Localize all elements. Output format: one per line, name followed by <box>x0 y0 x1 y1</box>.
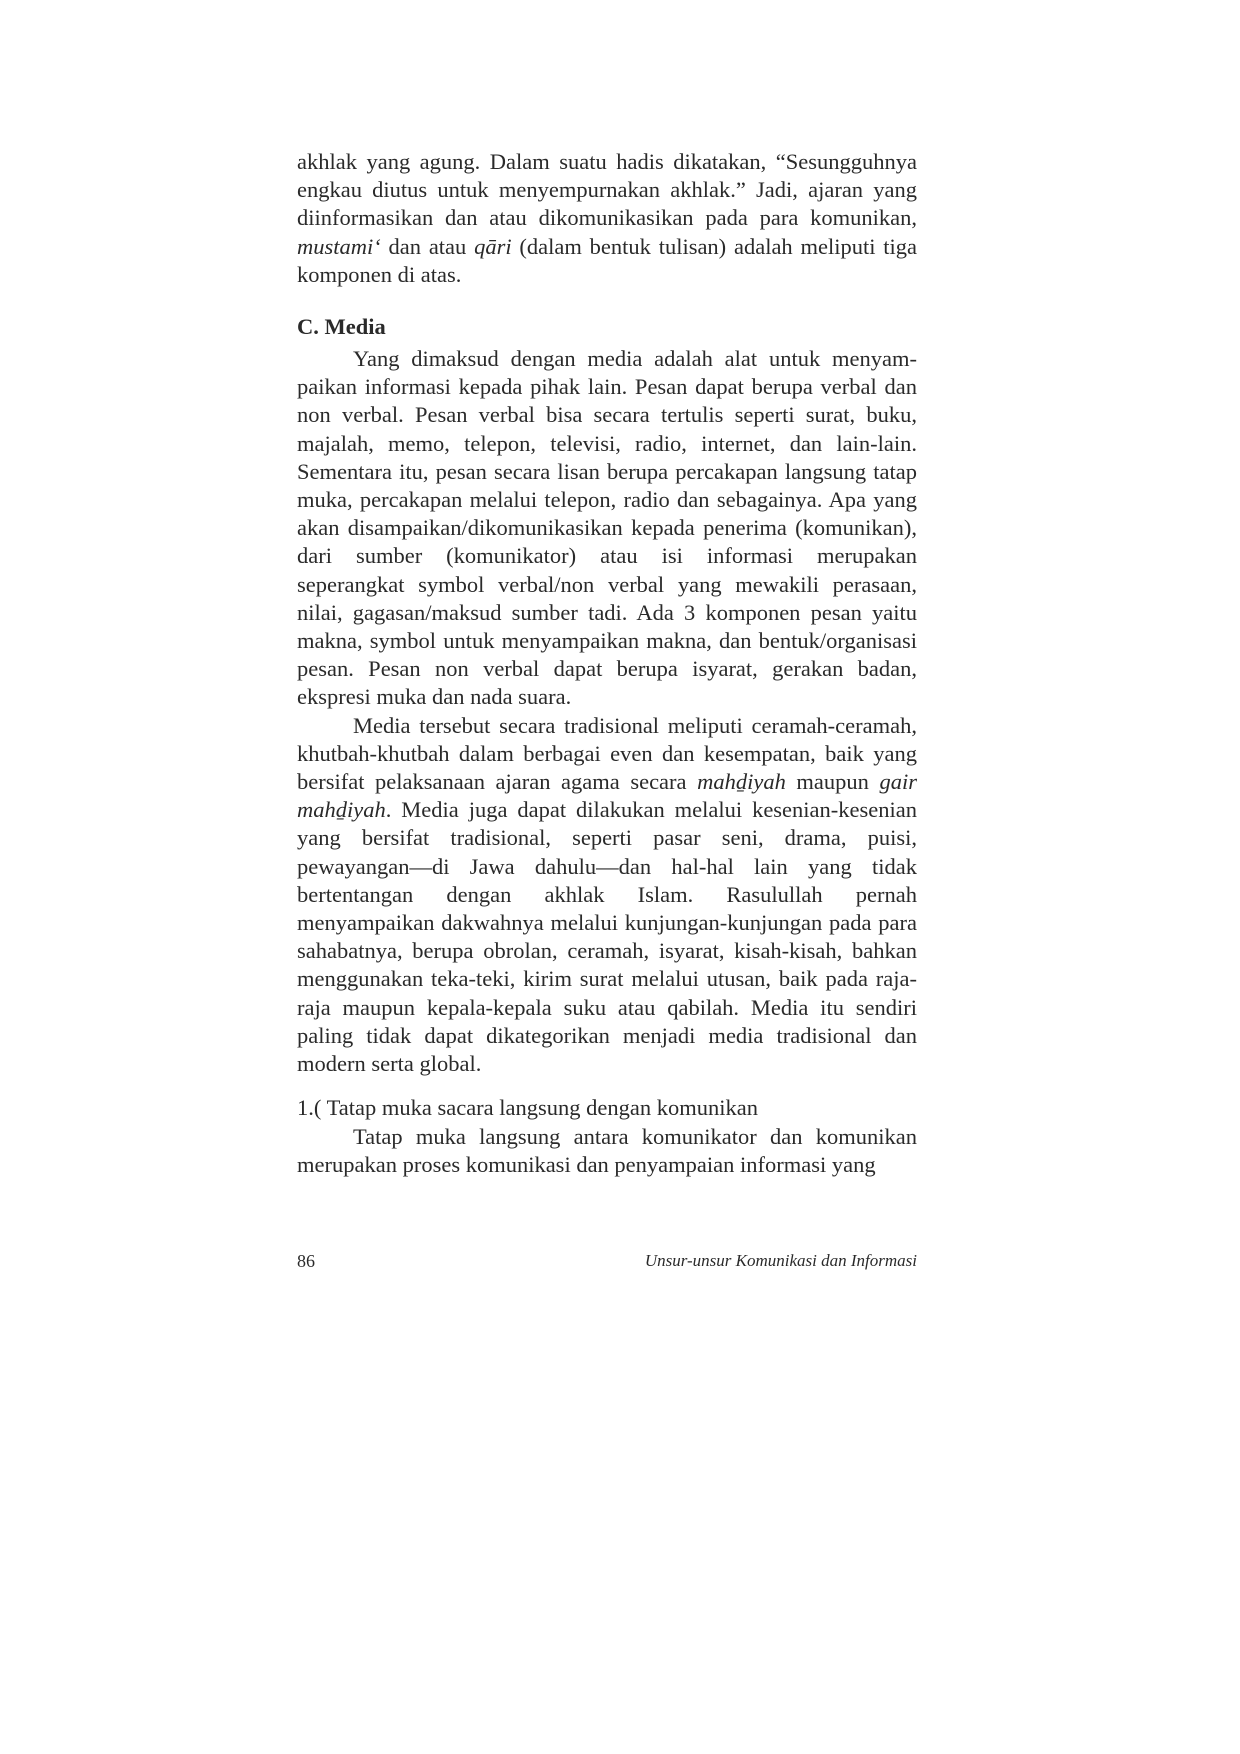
term-mustami: mustami‘ <box>297 233 381 259</box>
paragraph-traditional-text-2: maupun <box>785 769 880 795</box>
paragraph-intro-text-3: (dalam bentuk tulisan) adalah meliputi tiga komponen di atas. <box>297 233 917 287</box>
paragraph-traditional-text-3: . Media juga dapat dilakukan melalui kesenian-kesenian yang bersifat tradisional, seperti pasar seni, drama, puisi, pewayangan—di Jawa dahulu—dan hal-hal lain yang tidak bertentangan dengan akhlak Islam. Rasulullah pernah menyampaikan dakwahnya melalui kunjungan-kunjungan pada para sahabatnya, berupa obrolan, ceramah, isyarat, kisah-kisah, bahkan menggunakan teka-teki, kirim surat melalui utusan, baik pada raja-raja maupun kepala-kepala suku atau qabilah. Media itu sendiri paling tidak dapat dikategorikan menjadi media tradisional dan modern serta global. <box>297 797 917 1077</box>
subsection-heading-tatap-muka: 1.( Tatap muka sacara langsung dengan komunikan <box>297 1095 758 1121</box>
paragraph-intro-text-2: dan atau <box>380 233 475 259</box>
term-mahdiyah: mahḏiyah <box>697 769 786 795</box>
term-qari: qāri <box>474 233 512 259</box>
paragraph-media-definition: Yang dimaksud dengan media adalah alat untuk menyampaikan informasi kepada pihak lain. Pesan dapat berupa verbal dan non verbal. Pesan verbal bisa secara tertulis seperti surat, buku, majalah, memo, telepon, televisi, radio, internet, dan lain-lain. Sementara itu, pesan secara lisan berupa percakapan langsung tatap muka, percakapan melalui telepon, radio dan sebagainya. Apa yang akan disampaikan/dikomunikasikan kepada penerima (komunikan), dari sumber (komunikator) atau isi informasi merupakan seperangkat symbol verbal/non verbal yang mewakili perasaan, nilai, gagasan/maksud sumber tadi. Ada 3 komponen pesan yaitu makna, symbol untuk menyampaikan makna, dan bentuk/organisasi pesan. Pesan non verbal dapat berupa isyarat, gerakan badan, ekspresi muka dan nada suara. <box>297 346 917 710</box>
paragraph-intro <box>297 148 917 289</box>
page-number: 86 <box>297 1251 315 1271</box>
paragraph-media-traditional <box>297 712 917 1079</box>
running-title: Unsur-unsur Komunikasi dan Informasi <box>644 1251 917 1270</box>
term-gair-mahdiyah: gair mahḏiyah <box>297 769 917 823</box>
section-heading-media: C. Media <box>297 314 386 340</box>
page-body <box>297 148 917 1179</box>
paragraph-intro-text-1: akhlak yang agung. Dalam suatu hadis dikatakan, “Sesungguhnya engkau diutus untuk menyempurnakan akhlak.” Jadi, ajaran yang diinformasikan dan atau dikomunikasikan pada para komunikan, <box>297 149 917 231</box>
paragraph-tatap-muka: Tatap muka langsung antara komunikator dan komunikan merupakan proses komunikasi dan penyampaian informasi yang <box>297 1123 917 1177</box>
paragraph-traditional-text-1: Media tersebut secara tradisional meliputi ceramah-ceramah, khutbah-khutbah dalam berbagai even dan kesempatan, baik yang bersifat pelaksanaan ajaran agama secara <box>297 712 917 795</box>
